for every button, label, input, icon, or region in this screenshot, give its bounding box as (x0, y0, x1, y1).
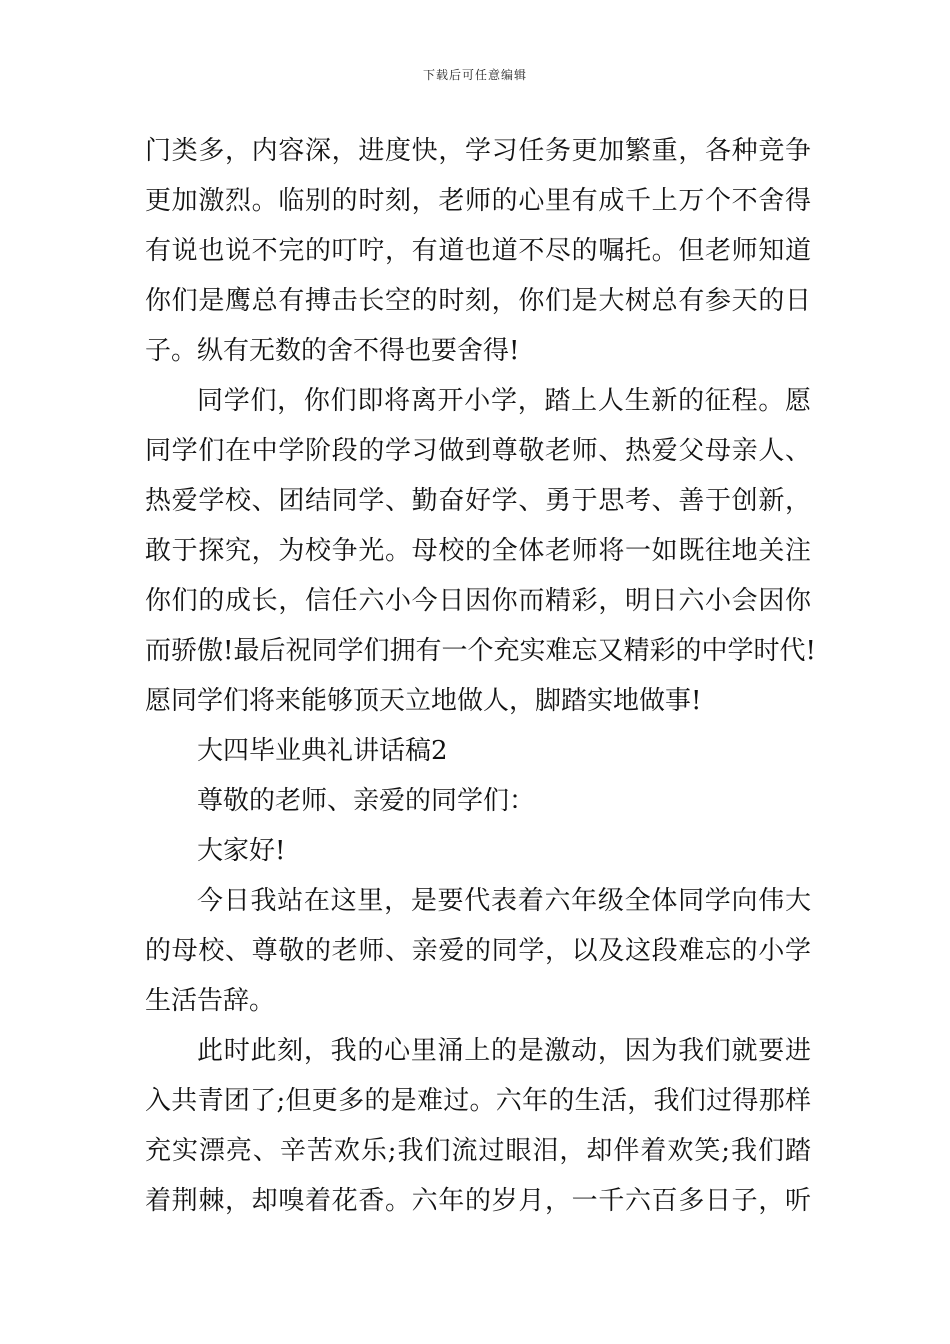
text-line: 同学们在中学阶段的学习做到尊敬老师、热爱父母亲人、 (145, 436, 811, 466)
text-line: 敢于探究，为校争光。母校的全体老师将一如既往地关注 (145, 536, 811, 566)
paragraph-first-line: 同学们，你们即将离开小学，踏上人生新的征程。愿 (197, 386, 811, 416)
text-line: 入共青团了;但更多的是难过。六年的生活，我们过得那样 (145, 1086, 811, 1116)
text-line: 生活告辞。 (145, 986, 276, 1016)
text-line: 而骄傲!最后祝同学们拥有一个充实难忘又精彩的中学时代! (145, 636, 816, 666)
text-line: 热爱学校、团结同学、勤奋好学、勇于思考、善于创新， (145, 486, 811, 516)
text-line: 愿同学们将来能够顶天立地做人，脚踏实地做事! (145, 686, 702, 716)
text-line: 你们的成长，信任六小今日因你而精彩，明日六小会因你 (145, 586, 811, 616)
paragraph-first-line: 今日我站在这里，是要代表着六年级全体同学向伟大 (197, 886, 811, 916)
section-title: 大四毕业典礼讲话稿2 (197, 736, 448, 766)
text-line: 有说也说不完的叮咛，有道也道不尽的嘱托。但老师知道 (145, 236, 811, 266)
document-body (145, 126, 816, 1226)
text-line: 充实漂亮、辛苦欢乐;我们流过眼泪，却伴着欢笑;我们踏 (145, 1136, 811, 1166)
text-line: 的母校、尊敬的老师、亲爱的同学，以及这段难忘的小学 (145, 936, 811, 966)
greeting: 大家好! (197, 836, 286, 866)
text-line: 门类多，内容深，进度快，学习任务更加繁重，各种竞争 (145, 136, 811, 166)
salutation: 尊敬的老师、亲爱的同学们： (197, 786, 536, 816)
text-line: 你们是鹰总有搏击长空的时刻，你们是大树总有参天的日 (145, 286, 811, 316)
text-line: 着荆棘，却嗅着花香。六年的岁月，一千六百多日子，听 (145, 1186, 811, 1216)
text-line: 子。纵有无数的舍不得也要舍得! (145, 336, 520, 366)
paragraph-first-line: 此时此刻，我的心里涌上的是激动，因为我们就要进 (197, 1036, 811, 1066)
header-note: 下载后可任意编辑 (422, 68, 527, 82)
text-line: 更加激烈。临别的时刻，老师的心里有成千上万个不舍得 (145, 186, 811, 216)
